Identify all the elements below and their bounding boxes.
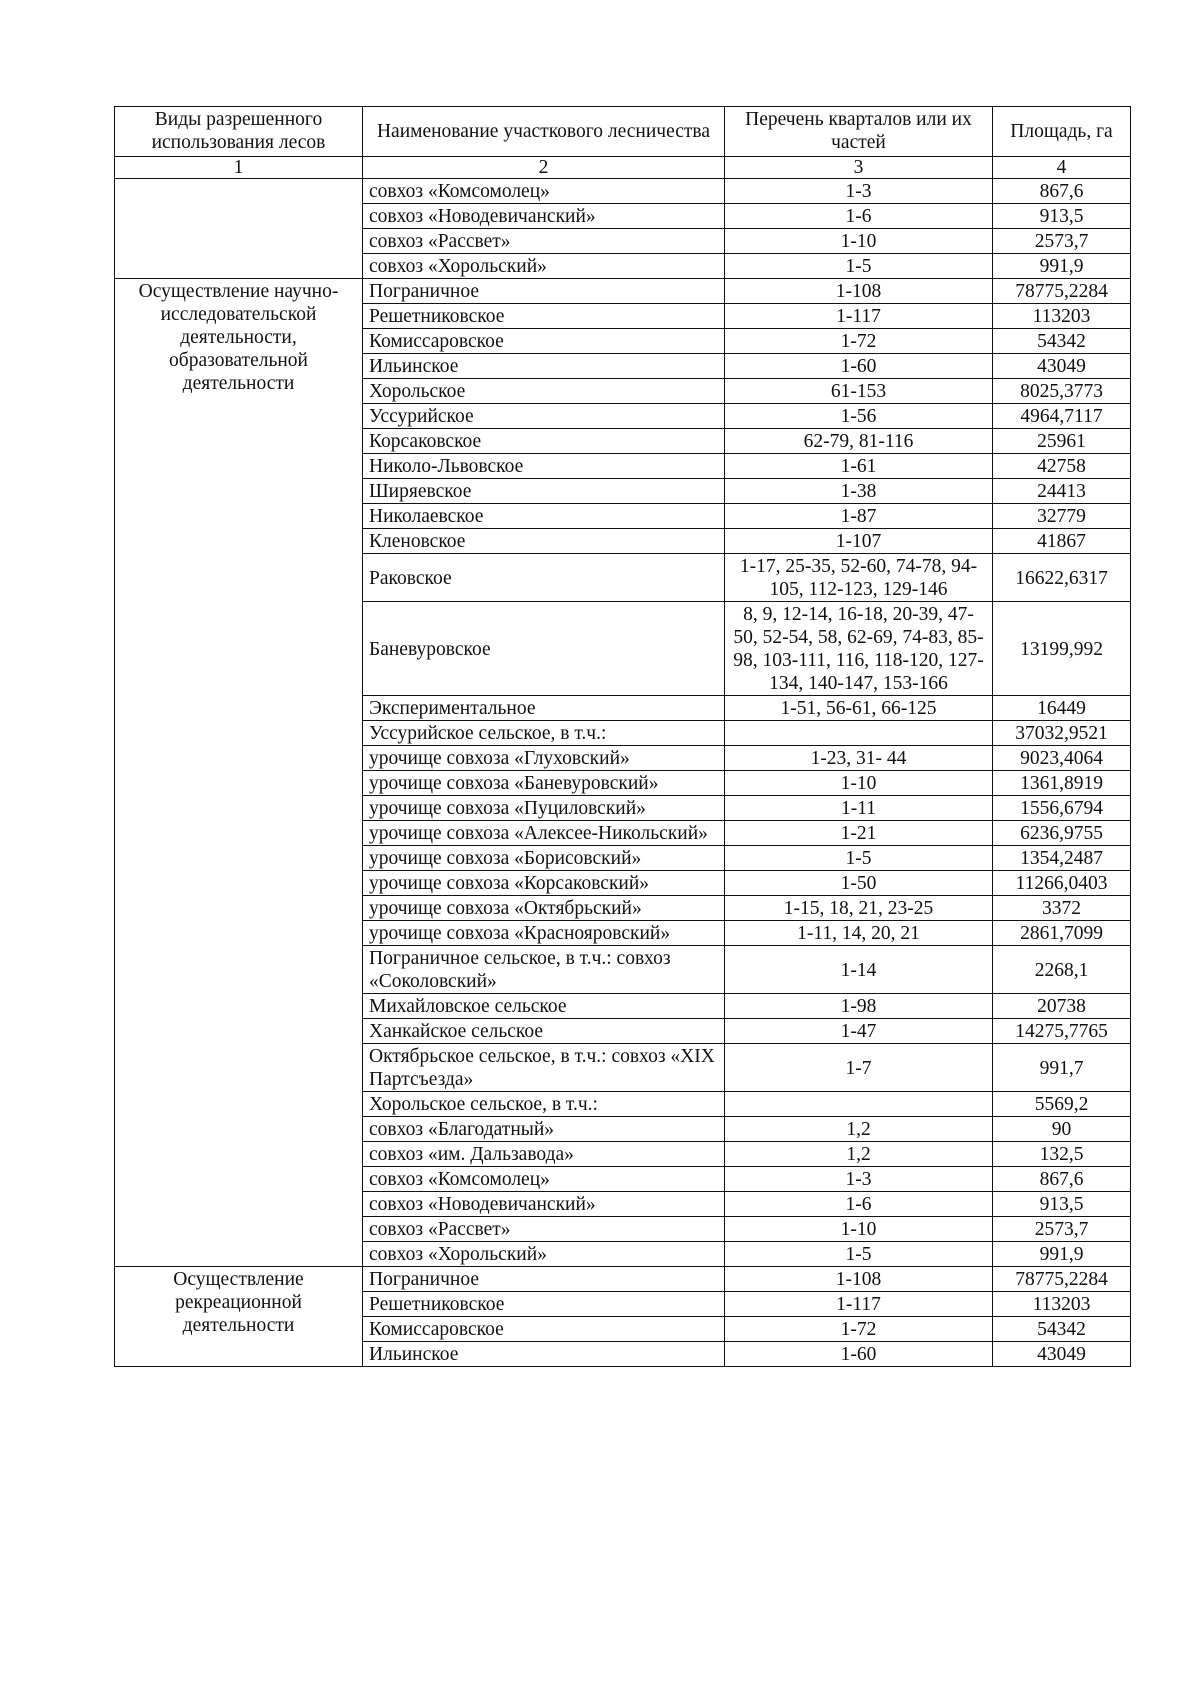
table-row [115,1267,1131,1292]
quarters-cell: 1-21 [725,821,993,846]
area-cell: 13199,992 [993,602,1131,696]
quarters-cell: 1-6 [725,204,993,229]
area-cell: 6236,9755 [993,821,1131,846]
quarters-cell: 1-56 [725,404,993,429]
area-cell: 14275,7765 [993,1019,1131,1044]
forestry-name-cell: Кленовское [363,529,725,554]
header-row [115,107,1131,157]
forestry-name-cell: Ханкайское сельское [363,1019,725,1044]
area-cell: 2573,7 [993,229,1131,254]
area-cell: 32779 [993,504,1131,529]
use-type-cell [115,179,363,279]
forestry-name-cell: Комиссаровское [363,1317,725,1342]
forestry-name-cell: совхоз «Комсомолец» [363,1167,725,1192]
area-cell: 1361,8919 [993,771,1131,796]
area-cell: 41867 [993,529,1131,554]
forestry-name-cell: совхоз «Хорольский» [363,254,725,279]
area-cell: 1556,6794 [993,796,1131,821]
quarters-cell [725,1092,993,1117]
quarters-cell: 1-108 [725,279,993,304]
quarters-cell: 1-10 [725,771,993,796]
area-cell: 3372 [993,896,1131,921]
forestry-name-cell: Решетниковское [363,1292,725,1317]
quarters-cell: 1,2 [725,1142,993,1167]
area-cell: 78775,2284 [993,279,1131,304]
quarters-cell: 1-47 [725,1019,993,1044]
area-cell: 991,7 [993,1044,1131,1092]
quarters-cell: 8, 9, 12-14, 16-18, 20-39, 47-50, 52-54, 58, 62-69, 74-83, 85-98, 103-111, 116, 118-120, 127-134, 140-147, 153-166 [725,602,993,696]
area-cell: 913,5 [993,204,1131,229]
quarters-cell: 1,2 [725,1117,993,1142]
forestry-name-cell: Михайловское сельское [363,994,725,1019]
quarters-cell: 1-10 [725,229,993,254]
area-cell: 132,5 [993,1142,1131,1167]
quarters-cell: 1-98 [725,994,993,1019]
area-cell: 43049 [993,1342,1131,1367]
area-cell: 90 [993,1117,1131,1142]
quarters-cell: 1-11, 14, 20, 21 [725,921,993,946]
area-cell: 16622,6317 [993,554,1131,602]
quarters-cell: 1-51, 56-61, 66-125 [725,696,993,721]
quarters-cell [725,721,993,746]
table-body [115,179,1131,1367]
area-cell: 78775,2284 [993,1267,1131,1292]
forestry-name-cell: Экспериментальное [363,696,725,721]
quarters-cell: 1-6 [725,1192,993,1217]
area-cell: 8025,3773 [993,379,1131,404]
quarters-cell: 1-14 [725,946,993,994]
forestry-name-cell: совхоз «им. Дальзавода» [363,1142,725,1167]
column-number: 2 [363,157,725,179]
area-cell: 25961 [993,429,1131,454]
area-cell: 867,6 [993,1167,1131,1192]
quarters-cell: 1-117 [725,1292,993,1317]
forestry-name-cell: совхоз «Хорольский» [363,1242,725,1267]
forestry-name-cell: Ильинское [363,1342,725,1367]
header-forestry-name: Наименование участкового лесничества [363,107,725,157]
forest-use-table [114,106,1131,1367]
quarters-cell: 1-117 [725,304,993,329]
forestry-name-cell: урочище совхоза «Октябрьский» [363,896,725,921]
quarters-cell: 1-72 [725,329,993,354]
forestry-name-cell: Баневуровское [363,602,725,696]
table-row [115,179,1131,204]
quarters-cell: 1-11 [725,796,993,821]
forestry-name-cell: совхоз «Благодатный» [363,1117,725,1142]
quarters-cell: 1-3 [725,179,993,204]
quarters-cell: 1-61 [725,454,993,479]
quarters-cell: 1-5 [725,846,993,871]
area-cell: 11266,0403 [993,871,1131,896]
forestry-name-cell: Уссурийское сельское, в т.ч.: [363,721,725,746]
area-cell: 16449 [993,696,1131,721]
forestry-name-cell: Ширяевское [363,479,725,504]
column-number: 3 [725,157,993,179]
area-cell: 2861,7099 [993,921,1131,946]
forestry-name-cell: урочище совхоза «Глуховский» [363,746,725,771]
forestry-name-cell: Ильинское [363,354,725,379]
quarters-cell: 1-5 [725,1242,993,1267]
quarters-cell: 1-72 [725,1317,993,1342]
area-cell: 867,6 [993,179,1131,204]
area-cell: 5569,2 [993,1092,1131,1117]
area-cell: 991,9 [993,1242,1131,1267]
quarters-cell: 1-38 [725,479,993,504]
quarters-cell: 1-60 [725,1342,993,1367]
quarters-cell: 1-7 [725,1044,993,1092]
table-row [115,279,1131,304]
column-number-row [115,157,1131,179]
forestry-name-cell: совхоз «Комсомолец» [363,179,725,204]
table-header [115,107,1131,179]
quarters-cell: 1-10 [725,1217,993,1242]
column-number: 1 [115,157,363,179]
forestry-name-cell: урочище совхоза «Краснояровский» [363,921,725,946]
area-cell: 113203 [993,1292,1131,1317]
area-cell: 54342 [993,329,1131,354]
quarters-cell: 1-87 [725,504,993,529]
area-cell: 991,9 [993,254,1131,279]
quarters-cell: 62-79, 81-116 [725,429,993,454]
forestry-name-cell: Раковское [363,554,725,602]
forestry-name-cell: урочище совхоза «Корсаковский» [363,871,725,896]
use-type-cell: Осуществление рекреационной деятельности [115,1267,363,1367]
forestry-name-cell: Уссурийское [363,404,725,429]
forestry-name-cell: урочище совхоза «Борисовский» [363,846,725,871]
header-quarters: Перечень кварталов или их частей [725,107,993,157]
forestry-name-cell: совхоз «Новодевичанский» [363,204,725,229]
forestry-name-cell: Николаевское [363,504,725,529]
area-cell: 20738 [993,994,1131,1019]
forestry-name-cell: Хорольское сельское, в т.ч.: [363,1092,725,1117]
forestry-name-cell: совхоз «Рассвет» [363,1217,725,1242]
area-cell: 54342 [993,1317,1131,1342]
area-cell: 37032,9521 [993,721,1131,746]
area-cell: 42758 [993,454,1131,479]
forestry-name-cell: Николо-Львовское [363,454,725,479]
forestry-name-cell: Корсаковское [363,429,725,454]
use-type-cell: Осуществление научно-исследовательской деятельности, образовательной деятельности [115,279,363,1267]
area-cell: 2268,1 [993,946,1131,994]
forestry-name-cell: Пограничное [363,1267,725,1292]
quarters-cell: 1-17, 25-35, 52-60, 74-78, 94-105, 112-123, 129-146 [725,554,993,602]
header-use-type: Виды разрешенного использования лесов [115,107,363,157]
forestry-name-cell: совхоз «Новодевичанский» [363,1192,725,1217]
forestry-name-cell: Решетниковское [363,304,725,329]
quarters-cell: 1-5 [725,254,993,279]
forestry-name-cell: урочище совхоза «Баневуровский» [363,771,725,796]
area-cell: 4964,7117 [993,404,1131,429]
column-number: 4 [993,157,1131,179]
area-cell: 2573,7 [993,1217,1131,1242]
quarters-cell: 61-153 [725,379,993,404]
quarters-cell: 1-3 [725,1167,993,1192]
forestry-name-cell: Октябрьское сельское, в т.ч.: совхоз «XIX Партсъезда» [363,1044,725,1092]
forestry-name-cell: Пограничное сельское, в т.ч.: совхоз «Соколовский» [363,946,725,994]
area-cell: 24413 [993,479,1131,504]
area-cell: 1354,2487 [993,846,1131,871]
quarters-cell: 1-107 [725,529,993,554]
quarters-cell: 1-50 [725,871,993,896]
forestry-name-cell: урочище совхоза «Алексее-Никольский» [363,821,725,846]
forestry-name-cell: Пограничное [363,279,725,304]
quarters-cell: 1-108 [725,1267,993,1292]
forestry-name-cell: Хорольское [363,379,725,404]
forestry-name-cell: Комиссаровское [363,329,725,354]
quarters-cell: 1-23, 31- 44 [725,746,993,771]
area-cell: 913,5 [993,1192,1131,1217]
quarters-cell: 1-15, 18, 21, 23-25 [725,896,993,921]
header-area: Площадь, га [993,107,1131,157]
forestry-name-cell: совхоз «Рассвет» [363,229,725,254]
area-cell: 113203 [993,304,1131,329]
area-cell: 9023,4064 [993,746,1131,771]
area-cell: 43049 [993,354,1131,379]
quarters-cell: 1-60 [725,354,993,379]
forestry-name-cell: урочище совхоза «Пуциловский» [363,796,725,821]
